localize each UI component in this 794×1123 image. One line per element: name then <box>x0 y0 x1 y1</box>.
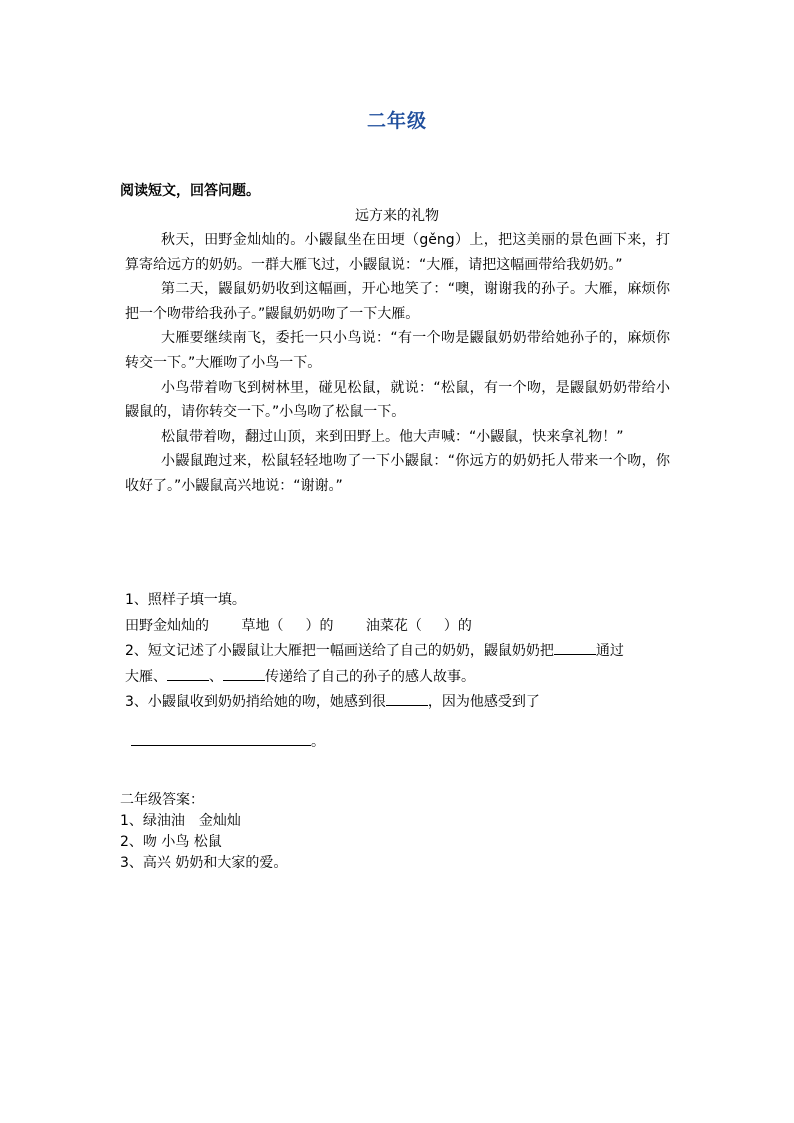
answer-line: 2、吻 小鸟 松鼠 <box>120 834 222 850</box>
question-2-line-1 <box>125 639 675 665</box>
answer-blank[interactable] <box>223 666 265 681</box>
question-1-item1-pre: 草地（ <box>241 617 284 634</box>
answer-blank[interactable] <box>167 666 209 681</box>
question-3-part1: 3、小鼹鼠收到奶奶捎给她的吻，她感到很 <box>125 694 386 710</box>
answer-line: 1、绿油油 金灿灿 <box>120 813 241 829</box>
story-title: 远方来的礼物 <box>355 208 439 224</box>
story-paragraph: 第二天，鼹鼠奶奶收到这幅画，开心地笑了：“噢，谢谢我的孙子。大雁，麻烦你把一个吻带给我孙子。”鼹鼠奶奶吻了一下大雁。 <box>125 281 670 322</box>
story-paragraph: 小鼹鼠跑过来，松鼠轻轻地吻了一下小鼹鼠：“你远方的奶奶托人带来一个吻，你收好了。”小鼹鼠高兴地说：“谢谢。” <box>125 453 670 494</box>
question-1-item2-post: ）的 <box>443 617 472 634</box>
reading-instruction: 阅读短文，回答问题。 <box>120 183 260 199</box>
story-paragraph: 松鼠带着吻，翻过山顶，来到田野上。他大声喊：“小鼹鼠，快来拿礼物！” <box>161 428 624 445</box>
question-2-part4: 传递给了自己的孙子的感人故事。 <box>265 668 475 685</box>
answer-blank[interactable] <box>554 640 596 655</box>
question-1-example: 田野金灿灿的 <box>125 617 209 634</box>
question-2-sep: 、 <box>209 668 223 685</box>
story-paragraph: 大雁要继续南飞，委托一只小鸟说：“有一个吻是鼹鼠奶奶带给她孙子的，麻烦你转交一下。”大雁吻了小鸟一下。 <box>125 330 670 371</box>
story-paragraph: 小鸟带着吻飞到树林里，碰见松鼠，就说：“松鼠，有一个吻，是鼹鼠奶奶带给小鼹鼠的，请你转交一下。”小鸟吻了松鼠一下。 <box>125 379 670 421</box>
questions-section <box>125 588 675 755</box>
answer-line: 3、高兴 奶奶和大家的爱。 <box>120 855 288 871</box>
question-3-line-2 <box>125 730 675 756</box>
question-3-part2: ，因为他感受到了 <box>427 694 540 710</box>
answers-section <box>120 790 287 874</box>
answer-blank[interactable] <box>386 691 428 706</box>
question-2-part2: 通过 <box>595 643 624 659</box>
question-2-part1: 2、短文记述了小鼹鼠让大雁把一幅画送给了自己的奶奶，鼹鼠奶奶把 <box>125 643 554 659</box>
question-3-line-1 <box>125 690 675 716</box>
question-2-line-2 <box>125 665 675 691</box>
story-paragraph: 秋天，田野金灿灿的。小鼹鼠坐在田埂（gěng）上，把这美丽的景色画下来，打算寄给远方的奶奶。一群大雁飞过，小鼹鼠说：“大雁，请把这幅画带给我奶奶。” <box>125 232 670 273</box>
question-1-item2-pre: 油菜花（ <box>365 617 422 634</box>
page-title: 二年级 <box>366 110 427 132</box>
question-2-part3: 大雁、 <box>125 668 167 685</box>
answers-heading: 二年级答案： <box>120 792 204 808</box>
question-1-items <box>125 614 675 640</box>
question-1-item1-post: ）的 <box>305 617 334 634</box>
question-1-prompt: 1、照样子填一填。 <box>125 592 246 608</box>
answer-blank[interactable] <box>131 731 311 746</box>
question-3-end: 。 <box>311 733 325 750</box>
story-body <box>125 228 670 499</box>
